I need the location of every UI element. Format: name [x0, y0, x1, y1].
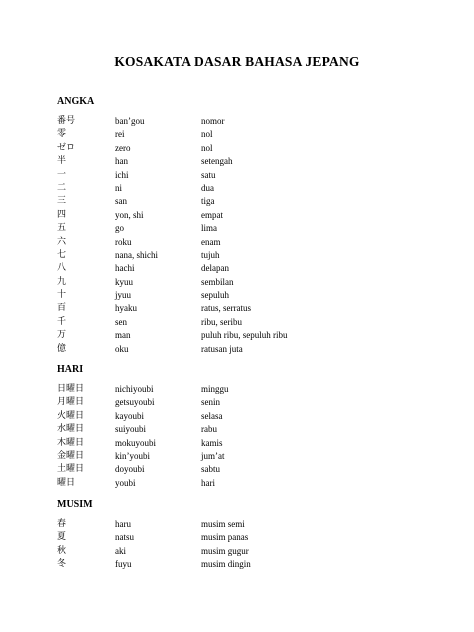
romaji-reading: doyoubi — [115, 464, 145, 475]
japanese-word: 億 — [57, 343, 67, 354]
vocab-row — [57, 169, 457, 182]
japanese-word: 七 — [57, 249, 67, 260]
indonesian-meaning: minggu — [201, 384, 229, 394]
section-hari — [57, 363, 457, 490]
japanese-word: 水曜日 — [57, 424, 85, 435]
romaji-reading: oku — [115, 343, 129, 354]
section-musim — [57, 498, 457, 572]
japanese-word: ゼロ — [57, 142, 76, 153]
romaji-reading: roku — [115, 236, 132, 247]
romaji-reading: kyuu — [115, 276, 133, 287]
vocab-row — [57, 343, 457, 356]
romaji-reading: nana, shichi — [115, 249, 158, 260]
indonesian-meaning: puluh ribu, sepuluh ribu — [201, 330, 288, 341]
indonesian-meaning: sepuluh — [201, 290, 229, 301]
romaji-reading: jyuu — [115, 290, 132, 301]
vocab-row — [57, 423, 457, 436]
indonesian-meaning: rabu — [201, 424, 217, 435]
vocab-list-musim — [57, 518, 457, 572]
indonesian-meaning: tiga — [201, 196, 215, 207]
vocab-row — [57, 115, 457, 128]
vocab-row — [57, 302, 457, 315]
vocab-row — [57, 195, 457, 208]
japanese-word: 月曜日 — [57, 397, 85, 408]
vocab-row — [57, 316, 457, 329]
japanese-word: 零 — [57, 129, 67, 140]
japanese-word: 五 — [57, 223, 67, 234]
vocab-row — [57, 410, 457, 423]
romaji-reading: han — [115, 156, 128, 167]
page-title: KOSAKATA DASAR BAHASA JEPANG — [114, 54, 360, 69]
vocab-row — [57, 518, 457, 531]
vocab-row — [57, 383, 457, 396]
romaji-reading: ichi — [115, 169, 129, 180]
japanese-word: 六 — [57, 236, 67, 247]
indonesian-meaning: musim semi — [201, 519, 245, 529]
romaji-reading: yon, shi — [115, 209, 144, 220]
japanese-word: 千 — [57, 316, 67, 327]
vocab-row — [57, 531, 457, 544]
vocab-row — [57, 558, 457, 571]
section-angka — [57, 95, 457, 356]
romaji-reading: youbi — [115, 477, 136, 488]
indonesian-meaning: nomor — [201, 116, 225, 126]
romaji-reading: mokuyoubi — [115, 437, 157, 448]
indonesian-meaning: nol — [201, 142, 213, 153]
vocab-row — [57, 450, 457, 463]
vocab-row — [57, 329, 457, 342]
romaji-reading: man — [115, 330, 131, 341]
indonesian-meaning: ratusan juta — [201, 343, 243, 354]
japanese-word: 番号 — [57, 116, 76, 126]
romaji-reading: sen — [115, 316, 127, 327]
vocab-list-angka — [57, 115, 457, 356]
indonesian-meaning: musim dingin — [201, 559, 251, 570]
indonesian-meaning: kamis — [201, 437, 223, 448]
romaji-reading: san — [115, 196, 127, 207]
vocab-row — [57, 209, 457, 222]
indonesian-meaning: lima — [201, 223, 217, 234]
indonesian-meaning: musim gugur — [201, 545, 249, 556]
romaji-reading: getsuyoubi — [115, 397, 155, 408]
vocab-row — [57, 222, 457, 235]
indonesian-meaning: jum’at — [201, 450, 225, 461]
indonesian-meaning: tujuh — [201, 249, 220, 260]
vocab-row — [57, 262, 457, 275]
japanese-word: 日曜日 — [57, 384, 85, 394]
romaji-reading: suiyoubi — [115, 424, 147, 435]
romaji-reading: hyaku — [115, 303, 137, 314]
indonesian-meaning: ribu, seribu — [201, 316, 242, 327]
japanese-word: 八 — [57, 263, 67, 274]
section-heading-angka: ANGKA — [57, 96, 95, 107]
romaji-reading: rei — [115, 129, 125, 140]
indonesian-meaning: enam — [201, 236, 221, 247]
indonesian-meaning: empat — [201, 209, 223, 220]
section-heading-musim: MUSIM — [57, 499, 93, 510]
vocab-row — [57, 289, 457, 302]
romaji-reading: zero — [115, 142, 131, 153]
romaji-reading: nichiyoubi — [115, 384, 154, 394]
indonesian-meaning: sabtu — [201, 464, 220, 475]
vocab-row — [57, 249, 457, 262]
vocab-row — [57, 155, 457, 168]
japanese-word: 二 — [57, 182, 67, 193]
vocab-row — [57, 437, 457, 450]
vocab-row — [57, 236, 457, 249]
romaji-reading: natsu — [115, 532, 134, 543]
japanese-word: 一 — [57, 169, 67, 180]
indonesian-meaning: dua — [201, 182, 214, 193]
vocab-row — [57, 182, 457, 195]
romaji-reading: go — [115, 223, 124, 234]
indonesian-meaning: selasa — [201, 410, 223, 421]
vocab-row — [57, 477, 457, 490]
vocab-row — [57, 142, 457, 155]
romaji-reading: kayoubi — [115, 410, 144, 421]
vocab-row — [57, 545, 457, 558]
vocab-row — [57, 396, 457, 409]
romaji-reading: kin’youbi — [115, 450, 150, 461]
japanese-word: 冬 — [57, 559, 67, 570]
romaji-reading: ni — [115, 182, 123, 193]
section-heading-hari: HARI — [57, 364, 84, 375]
japanese-word: 夏 — [57, 532, 67, 543]
vocab-row — [57, 128, 457, 141]
indonesian-meaning: musim panas — [201, 532, 249, 543]
indonesian-meaning: setengah — [201, 156, 233, 167]
japanese-word: 金曜日 — [57, 450, 85, 461]
japanese-word: 土曜日 — [57, 464, 85, 475]
japanese-word: 秋 — [57, 545, 67, 556]
japanese-word: 半 — [57, 156, 67, 167]
japanese-word: 三 — [57, 196, 67, 207]
japanese-word: 曜日 — [57, 477, 76, 488]
vocab-list-hari — [57, 383, 457, 490]
japanese-word: 百 — [57, 303, 67, 314]
vocab-row — [57, 463, 457, 476]
vocab-row — [57, 276, 457, 289]
indonesian-meaning: hari — [201, 477, 215, 488]
romaji-reading: haru — [115, 519, 131, 529]
romaji-reading: aki — [115, 545, 126, 556]
indonesian-meaning: sembilan — [201, 276, 234, 287]
indonesian-meaning: ratus, serratus — [201, 303, 251, 314]
romaji-reading: ban’gou — [115, 116, 145, 126]
japanese-word: 火曜日 — [57, 410, 85, 421]
japanese-word: 春 — [57, 519, 67, 529]
indonesian-meaning: nol — [201, 129, 213, 140]
indonesian-meaning: delapan — [201, 263, 229, 274]
japanese-word: 十 — [57, 290, 67, 301]
indonesian-meaning: satu — [201, 169, 216, 180]
indonesian-meaning: senin — [201, 397, 220, 408]
japanese-word: 九 — [57, 276, 67, 287]
romaji-reading: fuyu — [115, 559, 132, 570]
japanese-word: 木曜日 — [57, 437, 85, 448]
japanese-word: 四 — [57, 209, 67, 220]
japanese-word: 万 — [57, 330, 67, 341]
romaji-reading: hachi — [115, 263, 135, 274]
